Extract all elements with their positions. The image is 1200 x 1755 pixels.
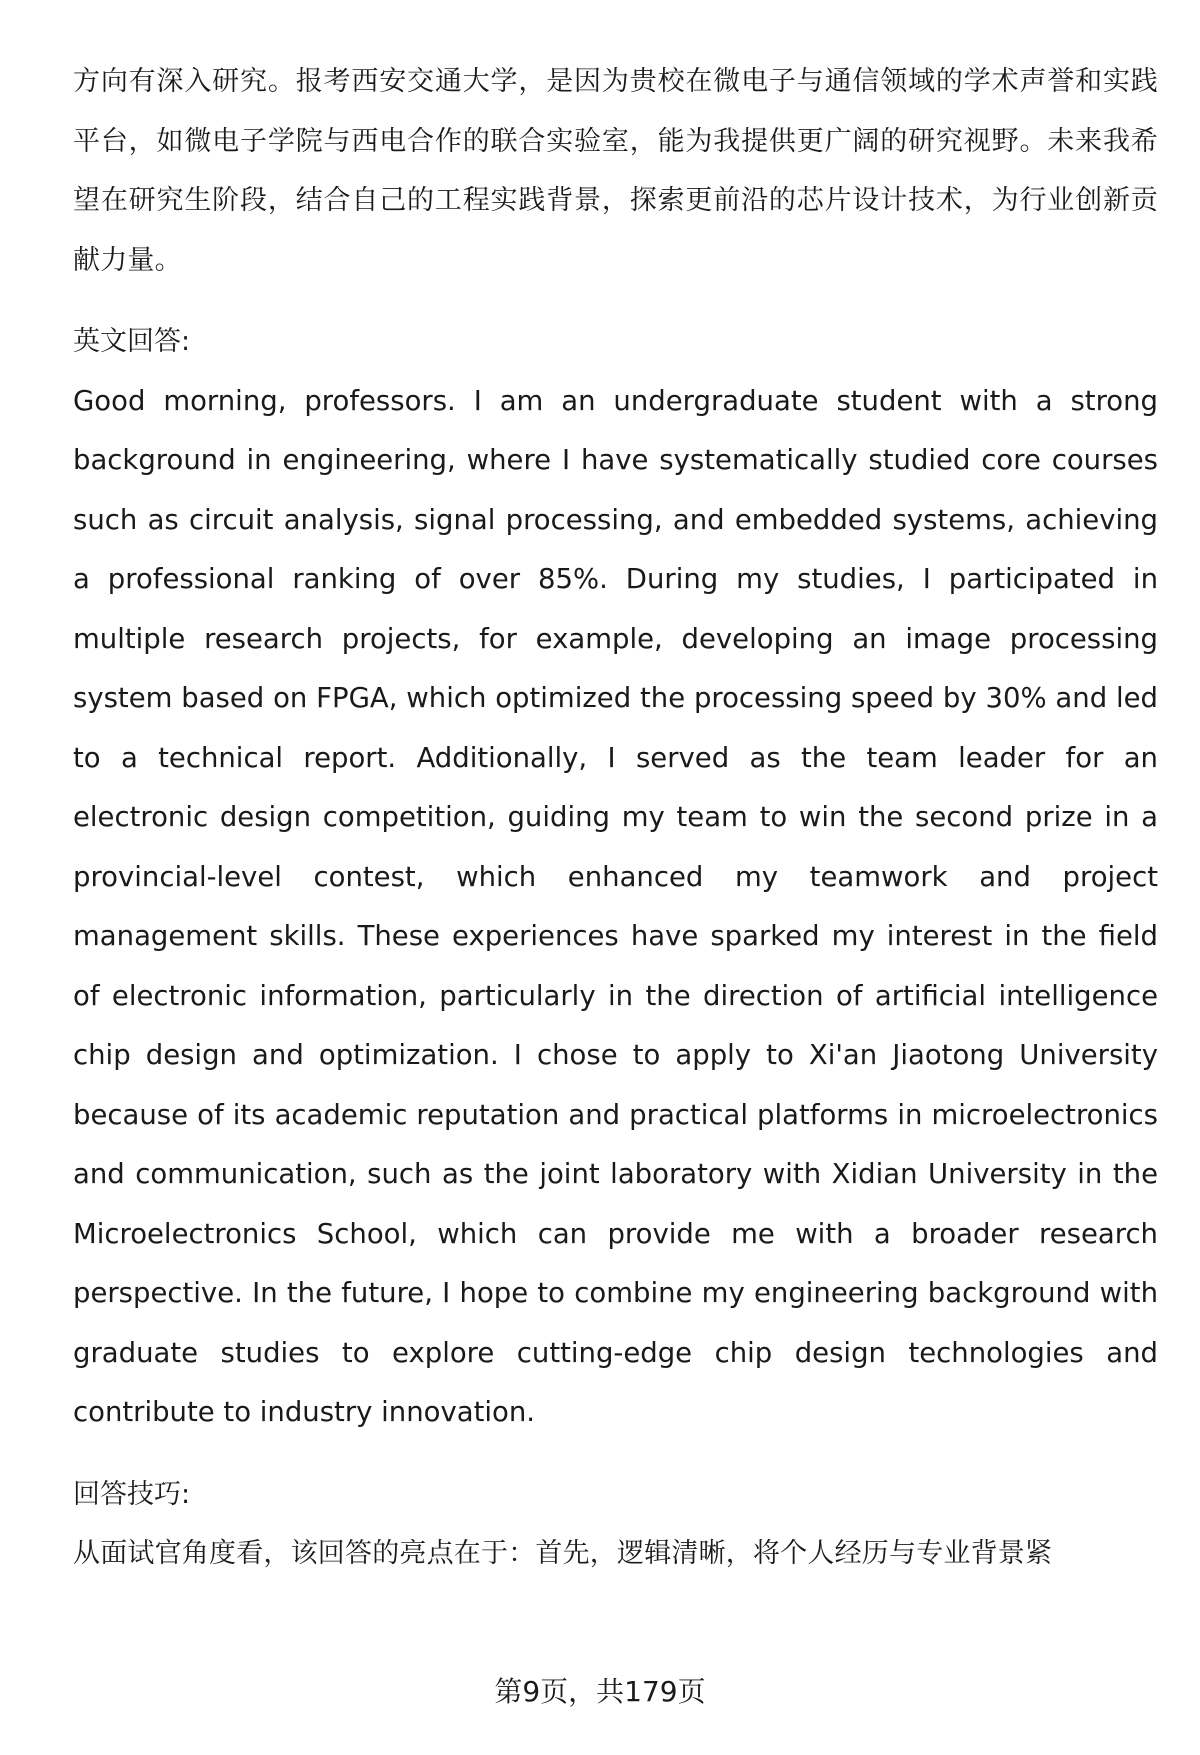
section-gap (73, 290, 1158, 312)
intro-paragraph-tail: 方向有深入研究。报考西安交通大学，是因为贵校在微电子与通信领域的学术声誉和实践平台，如微电子学院与西电合作的联合实验室，能为我提供更广阔的研究视野。未来我希望在研究生阶段，结合自己的工程实践背景，探索更前沿的芯片设计技术，为行业创新贡献力量。 (73, 66, 1158, 276)
english-answer-paragraph: Good morning, professors. I am an undergraduate student with a strong background in engineering, where I have systematically studied core courses such as circuit analysis, signal processing, and embedded systems, achieving a professional ranking of over 85%. During my studies, I participated in multiple research projects, for example, developing an image processing system based on FPGA, which optimized the processing speed by 30% and led to a technical report. Additionally, I served as the team leader for an electronic design competition, guiding my team to win the second prize in a provincial-level contest, which enhanced my teamwork and project management skills. These experiences have sparked my interest in the field of electronic information, particularly in the direction of artificial intelligence chip design and optimization. I chose to apply to Xi'an Jiaotong University because of its academic reputation and practical platforms in microelectronics and communication, such as the joint laboratory with Xidian University in the Microelectronics School, which can provide me with a broader research perspective. In the future, I hope to combine my engineering background with graduate studies to explore cutting-edge chip design technologies and contribute to industry innovation. (73, 384, 1158, 1428)
page-number: 第9页，共179页 (494, 1675, 706, 1708)
document-content (73, 52, 1158, 1584)
tips-paragraph: 从面试官角度看，该回答的亮点在于：首先，逻辑清晰，将个人经历与专业背景紧 (73, 1538, 1053, 1569)
section-gap (73, 1443, 1158, 1465)
english-answer-heading: 英文回答: (73, 326, 191, 357)
tips-heading: 回答技巧: (73, 1478, 191, 1510)
